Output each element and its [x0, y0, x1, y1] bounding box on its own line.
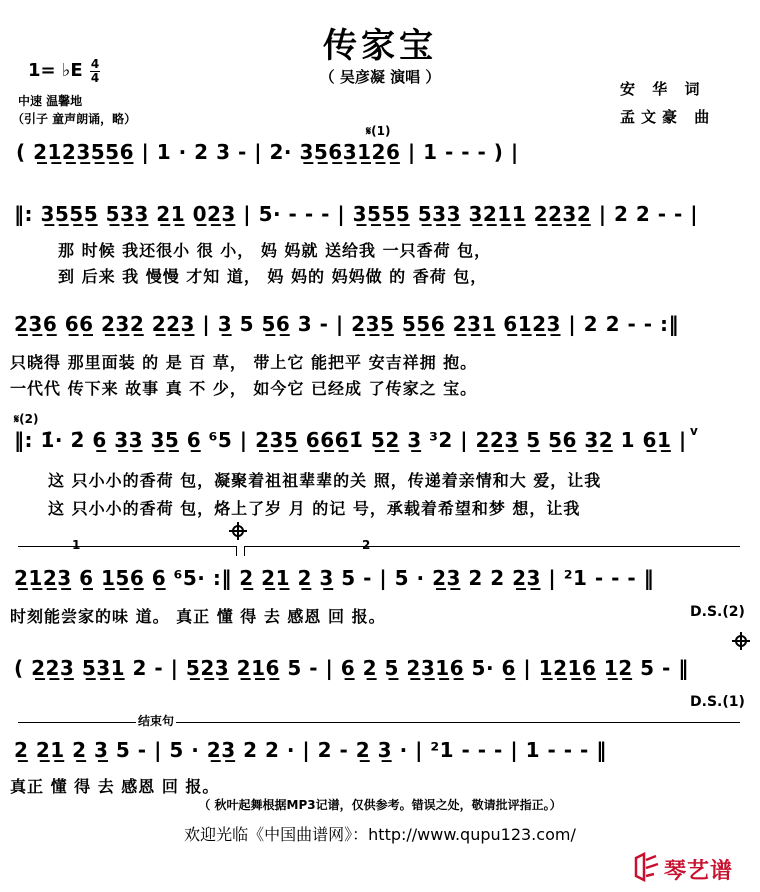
transcription-note: （ 秋叶起舞根据MP3记谱，仅供参考。错误之处，敬请批评指正。）: [198, 798, 562, 812]
ending-bracket: [18, 722, 740, 723]
score-row-2: ‖: 3̲5̲5̲5̲ 5̲3̲3̲ 2̲1̲ 0̲2̲3̲ | 5· - - - | 3̲5̲5̲5̲ 5̲3̲3̲ 3̲2̲1̲1̲ 2̲2̲3̲2̲ | 2 2 - - |: [14, 202, 699, 226]
volta-2-bracket: [244, 546, 740, 547]
site-credit: 欢迎光临《中国曲谱网》：http://www.qupu123.com/: [184, 825, 576, 844]
coda-sign-icon: [229, 522, 247, 540]
score-row-4: ‖: 1̇· 2̇ 6̲ 3̲3̲ 3̲5̲ 6̲ ⁶5 | 2̲3̲5̲ 6̲6̲6̲1̇ 5̲2̲ 3̲ ³2 | 2̲2̲3̲ 5̲ 5̲6̲ 3̲2̲ 1 6̲1̲ |: [14, 428, 687, 452]
breath-mark: v: [690, 424, 698, 438]
segno-1-mark: 𝄋(1): [366, 124, 391, 138]
score-row-3: 2̲3̲6̲ 6̲6̲ 2̲3̲2̲ 2̲2̲3̲ | 3̲ 5 5̲6̲ 3 - | 2̲3̲5̲ 5̲5̲6̲ 2̲3̲1̲ 6̲1̲2̲3̲ | 2 2 - - :‖: [14, 312, 679, 336]
score-row-1: ( 2̲1̲2̲3̲5̲5̲6̲ | 1 · 2 3 - | 2· 3̲5̲6̲3̲1̲2̲6̲ | 1 - - - ) |: [16, 140, 519, 164]
ending-label: 结束句: [138, 714, 175, 728]
lyrics-row-5: 时刻能尝家的味 道。 真正 懂 得 去 感恩 回 报。: [10, 607, 386, 626]
lyrics-row-3-verse-2: 一代代 传下来 故事 真 不 少， 如今它 已经成 了传家之 宝。: [10, 379, 478, 398]
ds-1-mark: D.S.(1): [690, 694, 745, 710]
volta-1-end: [236, 546, 237, 556]
score-row-5: 2̲1̲2̲3̲ 6̲ 1̲5̲6̲ 6̲ ⁶5· :‖ 2̲ 2̲1̲ 2̲ 3̲ 5 - | 5 · 2̲3̲ 2 2 2̲3̲ | ²1 - - - ‖: [14, 566, 655, 590]
volta-1-label: 1: [72, 538, 81, 552]
score-row-6: ( 2̲2̲3̲ 5̲3̲1̲ 2 - | 5̲2̲3̲ 2̲1̲6̲ 5 - | 6̲ 2̲ 5̲ 2̲3̲1̲6̲ 5· 6̲ | 1̲2̲1̲6̲ 1̲2̲ 5 - ‖: [14, 656, 689, 680]
site-logo-text: 琴艺谱: [664, 859, 734, 884]
intro-note: （引子 童声朗诵，略）: [12, 112, 137, 126]
key-signature: 1= ♭E: [28, 60, 83, 81]
lyrics-row-3-verse-1: 只晓得 那里面装 的 是 百 草， 带上它 能把平 安吉祥拥 抱。: [10, 353, 478, 372]
meter-top: 4: [90, 57, 100, 71]
tempo-marking: 中速 温馨地: [18, 94, 83, 108]
volta-2-start: [244, 546, 245, 556]
coda-sign-icon-2: [732, 632, 750, 650]
song-title: 传家宝: [323, 26, 437, 66]
volta-1-bracket: [18, 546, 236, 547]
score-row-7: 2̲ 2̲1̲ 2̲ 3̲ 5 - | 5 · 2̲3̲ 2 2 · | 2 - 2̲ 3̲ · | ²1 - - - | 1 - - - ‖: [14, 738, 607, 762]
singer-credit: （ 吴彦凝 演唱 ）: [319, 68, 441, 86]
time-signature: [90, 58, 100, 85]
lyrics-row-2-verse-2: 到 后来 我 慢慢 才知 道， 妈 妈的 妈妈做 的 香荷 包，: [58, 267, 488, 286]
lyricist-credit: 安 华 词: [620, 80, 706, 98]
qinyipu-logo-icon: [632, 852, 660, 882]
lyrics-row-7: 真正 懂 得 去 感恩 回 报。: [10, 777, 220, 796]
lyrics-row-2-verse-1: 那 时候 我还很小 很 小， 妈 妈就 送给我 一只香荷 包，: [58, 241, 492, 260]
lyrics-row-4-verse-1: 这 只小小的香荷 包，凝聚着祖祖辈辈的关 照，传递着亲情和大 爱，让我: [48, 471, 602, 490]
lyrics-row-4-verse-2: 这 只小小的香荷 包，烙上了岁 月 的记 号，承载着希望和梦 想，让我: [48, 499, 581, 518]
meter-bottom: 4: [90, 71, 100, 85]
ds-2-mark: D.S.(2): [690, 604, 745, 620]
composer-credit: 孟文豪 曲: [620, 108, 716, 126]
segno-2-mark: 𝄋(2): [14, 412, 39, 426]
volta-2-label: 2: [362, 538, 371, 552]
